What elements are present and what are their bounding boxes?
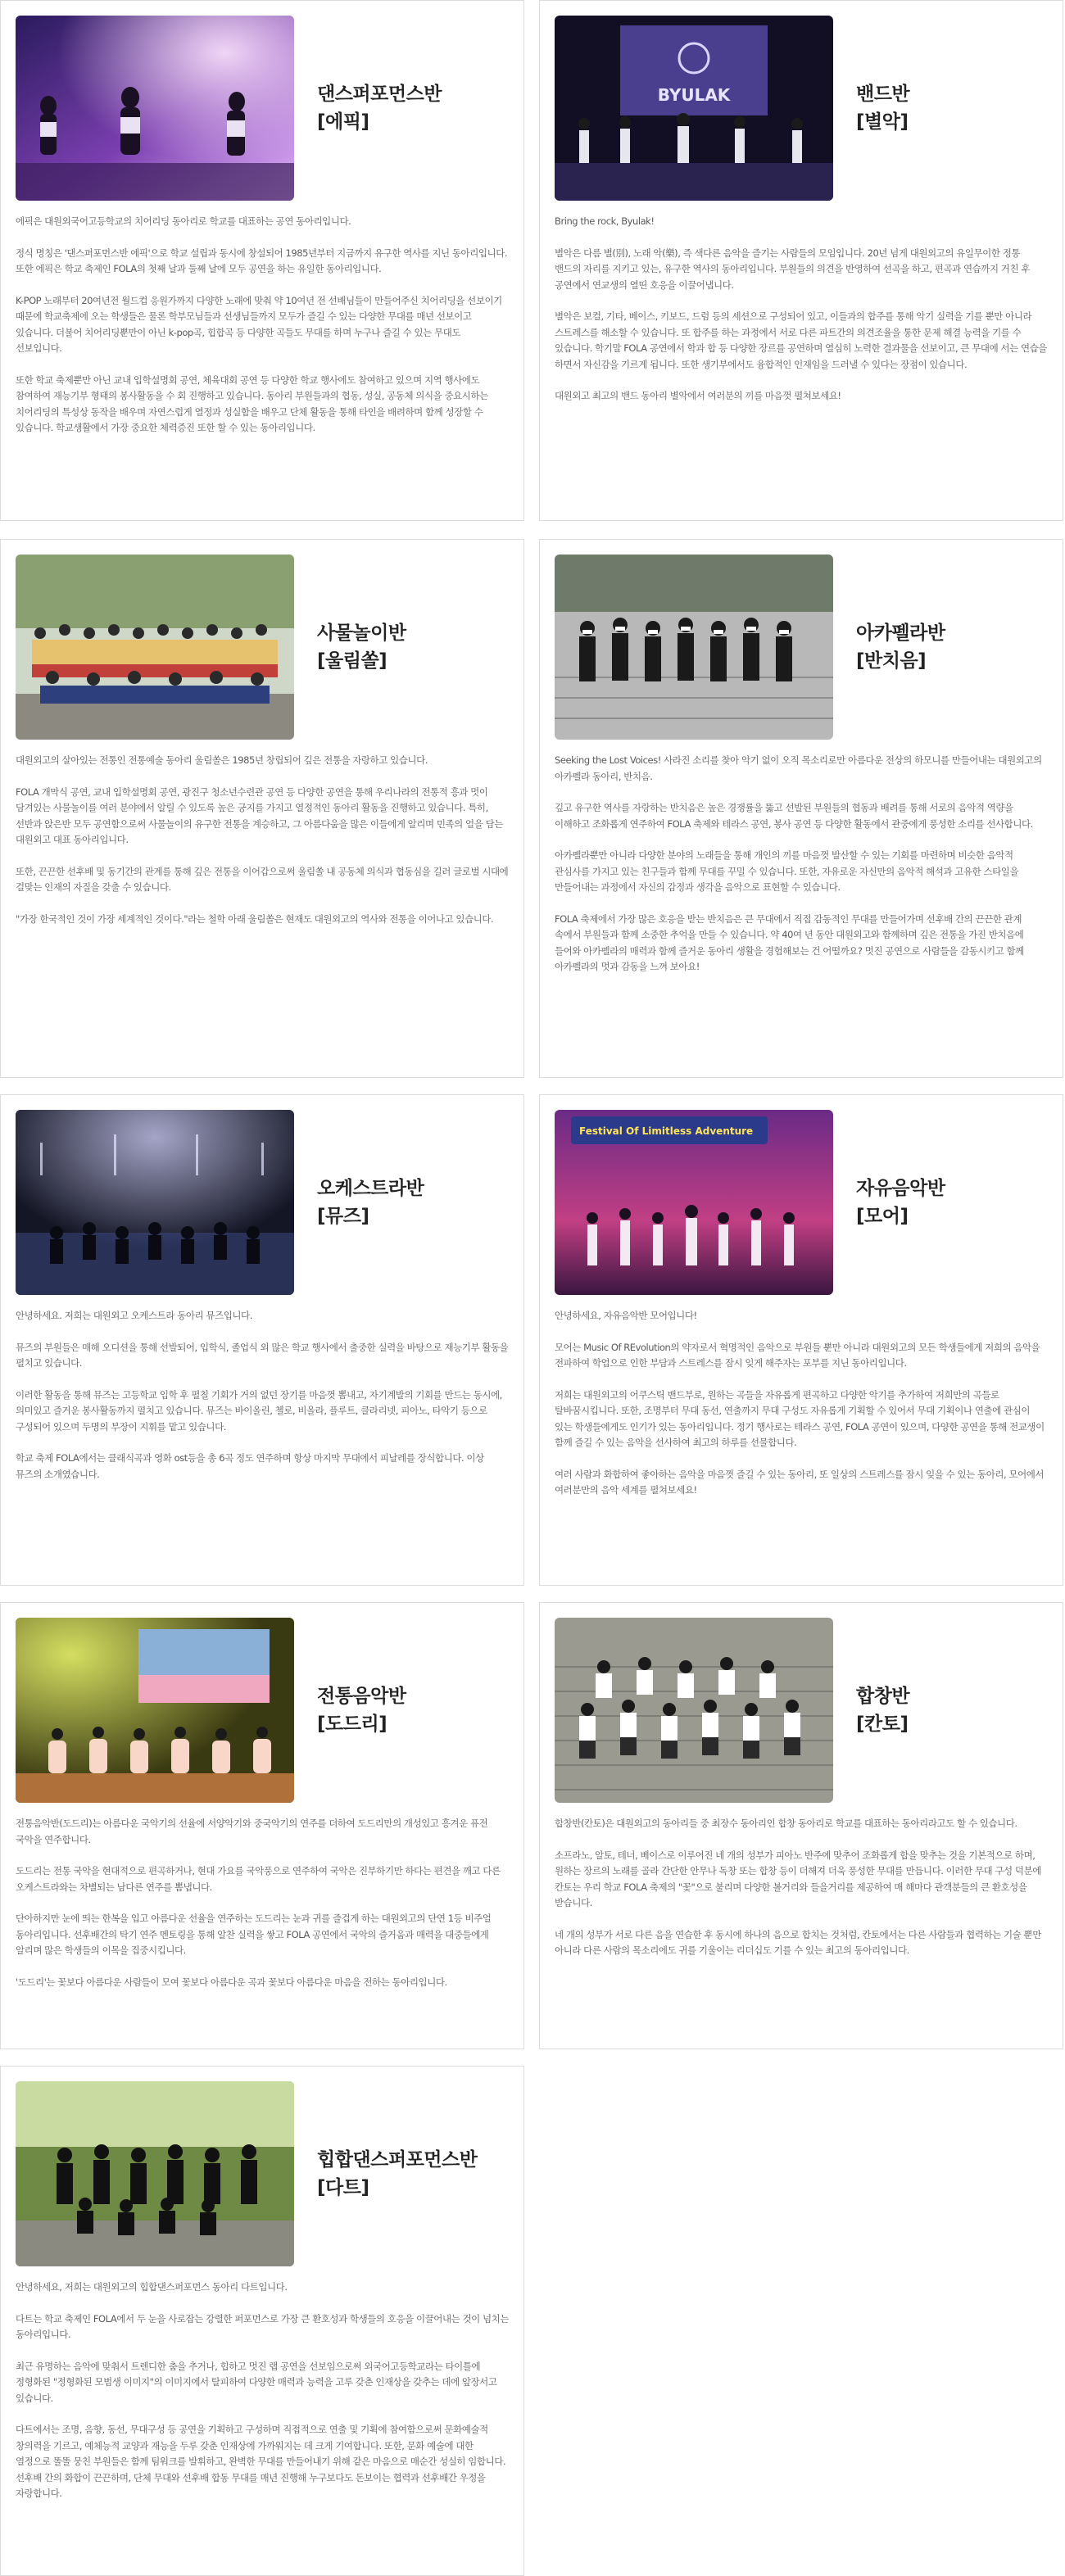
description-paragraph: 여러 사람과 화합하여 좋아하는 음악을 마음껏 즐길 수 있는 동아리, 또 일상의 스트레스를 잠시 잊을 수 있는 동아리, 모어에서 여러분만의 음악 세계를 펼쳐보세요! (555, 1468, 1045, 1496)
description-paragraph: 전통음악반(도드리)는 아름다운 국악기의 선율에 서양악기와 중국악기의 연주를 더하여 도드리만의 개성있고 흥겨운 퓨전 국악을 연주합니다. (16, 1818, 488, 1845)
description-paragraph: '도드리'는 꽃보다 아름다운 사람들이 모여 꽃보다 아름다운 곡과 꽃보다 아름다운 마음을 전하는 동아리입니다. (16, 1976, 447, 1988)
description-paragraph: 에픽은 대원외국어고등학교의 치어리딩 동아리로 학교를 대표하는 공연 동아리입니다. (16, 215, 351, 227)
description-paragraph: 저희는 대원외고의 어쿠스틱 밴드부로, 원하는 곡들을 자유롭게 편곡하고 다양한 악기를 추가하여 저희만의 곡들로 탈바꿈시킵니다. 또한, 조명부터 무대 동선, 연출까지 무대 구성도 자유롭게 기획할 수 있어서 무대 기획이나 연출에 관심이 있는 학생들에게도 인기가 있는 동아리입니다. 정기 행사로는 테라스 공연, FOLA 공연이 있으며, 다양한 공연을 통해 전교생이 함께 즐길 수 있는 음악을 선사하여 최고의 하루를 선물합니다. (555, 1388, 1045, 1448)
description-paragraph: FOLA 개막식 공연, 교내 입학설명회 공연, 광진구 청소년수련관 공연 등 다양한 공연을 통해 우리나라의 전통적 흥과 멋이 담겨있는 사물놀이를 여러 분야에서 알릴 수 있도록 높은 긍지를 가지고 열정적인 동아리 활동을 진행하고 있습니다. 특히, 선반과 앉은반 모두 공연함으로써 사물놀이의 유구한 전통을 계승하고, 그 아름다움을 많은 이들에게 알리며 민족의 얼을 담는 대원외고 대표 동아리입니다. (16, 785, 503, 845)
description-paragraph: 최근 유명하는 음악에 맞춰서 트렌디한 춤을 추거나, 힙하고 멋진 랩 공연을 선보임으로써 외국어고등학교라는 타이틀에 정형화된 "정형화된 모범생 이미지"의 이미지에서 탈피하여 다양한 매력과 능력을 고루 갖춘 인재상을 갖추는 데에 앞장서고 있습니다. (16, 2360, 497, 2404)
description-paragraph: K-POP 노래부터 20여년전 월드컵 응원가까지 다양한 노래에 맞춰 약 10여년 전 선배님들이 만들어주신 치어리딩을 선보이기 때문에 학교축제에 오는 학생들은 물론 학부모님들과 선생님들까지 모두가 즐길 수 있는 다양한 무대를 매년 선보이고 있습니다. 더불어 치어리딩뿐만이 아닌 k-pop곡, 힙합곡 등 다양한 곡들도 무대를 하며 누구나 즐길 수 있는 무대도 선보입니다. (16, 294, 502, 354)
club-name: 아카펠라반 (856, 622, 945, 644)
description-paragraph: 다트는 학교 축제인 FOLA에서 두 눈을 사로잡는 강렬한 퍼포먼스로 가장 큰 환호성과 학생들의 호응을 이끌어내는 것이 넘치는 동아리입니다. (16, 2312, 509, 2340)
club-description (555, 753, 1048, 976)
club-description (16, 214, 509, 437)
description-paragraph: 학교 축제 FOLA에서는 클래식곡과 영화 ost등을 총 6곡 정도 연주하며 항상 마지막 무대에서 피날레를 장식합니다. 이상 뮤즈의 소개였습니다. (16, 1452, 484, 1480)
description-paragraph: 별악은 다름 별(別), 노래 악(樂), 즉 색다른 음악을 즐기는 사람들의 모임입니다. 20년 넘게 대원외고의 유일무이한 정통 밴드의 자리를 지키고 있는, 유구한 역사의 동아리입니다. 부원들의 의견을 반영하여 선곡을 하고, 편곡과 연습까지 거친 후 공연에서 연교생의 열띤 호응을 이끌어냅니다. (555, 247, 1030, 291)
description-paragraph: 정식 명칭은 '댄스퍼포먼스반 에픽'으로 학교 설립과 동시에 창설되어 1985년부터 지금까지 유구한 역사를 지닌 동아리입니다. 또한 에픽은 학교 축제인 FOLA의 첫째 날과 둘째 날에 모두 공연을 하는 유일한 동아리입니다. (16, 247, 508, 274)
club-photo (16, 1110, 294, 1295)
club-description (16, 1308, 509, 1483)
club-card-ullimssol (0, 539, 524, 1078)
club-name: 힙합댄스퍼포먼스반 (317, 2149, 478, 2171)
description-paragraph: 단아하지만 눈에 띄는 한복을 입고 아름다운 선율을 연주하는 도드리는 눈과 귀를 즐겁게 하는 대원외고의 단연 1등 비주얼 동아리입니다. 선후배간의 탁기 연주 멘토링을 통해 알찬 실력을 쌓고 FOLA 공연에서 국악의 즐거움과 매력을 대중들에게 알리며 많은 학생들의 이목을 집중시킵니다. (16, 1913, 492, 1956)
club-description (16, 1816, 509, 1990)
description-paragraph: 깊고 유구한 역사를 자랑하는 반치음은 높은 경쟁률을 뚫고 선발된 부원들의 협동과 배려를 통해 서로의 음악적 역량을 이해하고 조화롭게 연주하여 FOLA 축제와 테라스 공연, 봉사 공연 등 다양한 활동에서 관중에게 풍성한 소리를 선사합니다. (555, 802, 1033, 830)
club-photo (555, 555, 833, 740)
club-description (555, 214, 1048, 405)
description-paragraph: 소프라노, 알토, 테너, 베이스로 이루어진 네 개의 성부가 피아노 반주에 맞추어 조화롭게 합을 맞추는 것을 기본적으로 하며, 원하는 장르의 노래를 골라 간단한 안무나 독창 또는 합창 등이 더해져 더욱 풍성한 무대를 만듭니다. 이러한 무대 구성 덕분에 칸토는 우리 학교 FOLA 축제의 "꽃"으로 불리며 다양한 볼거리와 들을거리를 제공하여 매 해마다 관객분들의 큰 환호성을 받습니다. (555, 1849, 1041, 1908)
description-paragraph: 또한, 끈끈한 선후배 및 동기간의 관계를 통해 깊은 전통을 이어갑으로써 울림쏠 내 공동체 의식과 협동심을 길러 글로벌 시대에 걸맞는 인재의 자질을 갖출 수 있습니다. (16, 865, 509, 893)
club-description (16, 753, 509, 927)
club-photo (555, 1618, 833, 1803)
club-card-dart (0, 2066, 524, 2576)
club-card-dodeuri (0, 1602, 524, 2049)
club-nickname: [다트] (317, 2177, 369, 2198)
club-nickname: [뮤즈] (317, 1206, 369, 1227)
description-paragraph: 대원외고의 살아있는 전통인 전통예술 동아리 울림쏠은 1985년 창립되어 깊은 전통을 자랑하고 있습니다. (16, 754, 428, 766)
club-nickname: [모어] (856, 1206, 909, 1227)
club-photo (16, 16, 294, 201)
description-paragraph: 모어는 Music Of REvolution의 약자로서 혁명적인 음악으로 부원들 뿐만 아니라 대원외고의 모든 학생들에게 저희의 음악을 전파하여 학업으로 인한 부담과 스트레스를 잠시 잊게 해주자는 포부를 지닌 동아리입니다. (555, 1341, 1040, 1369)
club-card-banchieum (539, 539, 1063, 1078)
description-paragraph: 대원외고 최고의 밴드 동아리 별악에서 여러분의 끼를 마음껏 펼쳐보세요! (555, 390, 841, 401)
club-photo (555, 1110, 833, 1295)
description-paragraph: 네 개의 성부가 서로 다른 음을 연습한 후 동시에 하나의 음으로 합치는 것처럼, 칸토에서는 다른 사람들과 협력하는 기술 뿐만 아니라 다른 사람의 목소리에도 귀를 기울이는 리더십도 기를 수 있는 최고의 동아리입니다. (555, 1928, 1041, 1956)
club-nickname: [반치음] (856, 650, 927, 672)
club-name: 오케스트라반 (317, 1178, 424, 1199)
club-card-muse (0, 1094, 524, 1586)
club-photo (555, 16, 833, 201)
club-name: 자유음악반 (856, 1178, 945, 1199)
description-paragraph: 안녕하세요, 자유음악반 모어입니다! (555, 1310, 697, 1321)
club-description (16, 2279, 509, 2502)
club-card-canto (539, 1602, 1063, 2049)
club-nickname: [도드리] (317, 1714, 387, 1735)
club-name: 밴드반 (856, 84, 910, 105)
club-nickname: [울림쏠] (317, 650, 387, 672)
club-nickname: [에픽] (317, 111, 369, 133)
club-name: 사물놀이반 (317, 622, 406, 644)
description-paragraph: 아카펠라뿐만 아니라 다양한 분야의 노래들을 통해 개인의 끼를 마음껏 발산할 수 있는 기회를 마련하며 비슷한 음악적 관심사를 가지고 있는 친구들과 함께 무대를 꾸밀 수 있습니다. 또한, 자유로운 자신만의 음악적 해석과 고유한 스타일을 만들어내는 과정에서 자신의 감정과 생각을 음악으로 표현할 수 있습니다. (555, 849, 1019, 893)
club-description (555, 1816, 1048, 1959)
club-name: 합창반 (856, 1686, 910, 1707)
description-paragraph: FOLA 축제에서 가장 많은 호응을 받는 반치음은 큰 무대에서 직접 감동적인 무대를 만들어가며 선후배 간의 끈끈한 관계 속에서 부원들과 함께 소중한 추억을 만들 수 있습니다. 약 40여 년 동안 대원외고와 함께하며 깊은 전통을 가진 반치음에 들어와 아카펠라의 매력과 함께 즐거운 동아리 생활을 경험해보는 건 어떨까요? 멋진 공연으로 사람들을 감동시키고 함께 아카펠라의 멋과 감동을 느껴 보아요! (555, 912, 1024, 972)
club-card-epic (0, 0, 524, 521)
club-card-more (539, 1094, 1063, 1586)
stage-banner-text: BYULAK (657, 85, 731, 105)
description-paragraph: 도드리는 전통 국악을 현대적으로 편곡하거나, 현대 가요를 국악풍으로 연주하여 국악은 진부하기만 하다는 편견을 깨고 다른 오케스트라와는 차별되는 남다른 연주를 뽐냅니다. (16, 1865, 501, 1893)
stage-banner-text: Festival Of Limitless Adventure (579, 1125, 754, 1137)
description-paragraph: Seeking the Lost Voices! 사라진 소리를 찾아 악기 없이 오직 목소리로만 아름다운 전상의 하모니를 만들어내는 대원외고의 아카펠라 동아리, 반치음. (555, 754, 1042, 782)
club-photo (16, 555, 294, 740)
description-paragraph: 또한 학교 축제뿐만 아닌 교내 입학설명회 공연, 체육대회 공연 등 다양한 학교 행사에도 참여하고 있으며 지역 행사에도 참여하여 재능기부 형태의 봉사활동을 수 회 진행하고 있습니다. 동아리 부원들과의 협동, 성실, 공동체 의식을 중요시하는 치어리딩의 특성상 동작을 배우며 자연스럽게 열정과 성실함을 배우고 단체 활동을 통해 타인을 배려하며 함께 성장할 수 있습니다. 학교생활에서 가장 중요한 체력증진 또한 할 수 있는 동아리입니다. (16, 373, 488, 433)
club-description (555, 1308, 1048, 1499)
club-nickname: [칸토] (856, 1714, 909, 1735)
club-photo (16, 2081, 294, 2266)
club-nickname: [별악] (856, 111, 909, 133)
club-name: 전통음악반 (317, 1686, 406, 1707)
description-paragraph: Bring the rock, Byulak! (555, 215, 655, 227)
description-paragraph: 안녕하세요. 저희는 대원외고 오케스트라 동아리 뮤즈입니다. (16, 1310, 252, 1321)
club-photo (16, 1618, 294, 1803)
club-name: 댄스퍼포먼스반 (317, 84, 442, 105)
description-paragraph: 합창반(칸토)은 대원외고의 동아리들 중 최장수 동아리인 합창 동아리로 학교를 대표하는 동아리라고도 할 수 있습니다. (555, 1818, 1017, 1829)
description-paragraph: 다트에서는 조명, 음향, 동선, 무대구성 등 공연을 기획하고 구성하며 직접적으로 연출 및 기획에 참여함으로써 문화예술적 창의력을 기르고, 예체능적 교양과 재능을 두루 갖춘 인재상에 가까워지는 데 크게 기여합니다. 또한, 문화 예술에 대한 열정으로 똘똘 뭉친 부원들은 함께 팀워크를 발휘하고, 완벽한 무대를 만들어내기 위해 같은 마음으로 매순간 성실히 임합니다. 선후배 간의 화합이 끈끈하며, 단체 무대와 선후배 합동 무대를 매년 진행해 누구보다도 돈보이는 협력과 선후배간 우정을 자랑합니다. (16, 2424, 506, 2499)
description-paragraph: 이러한 활동을 통해 뮤즈는 고등학교 입학 후 펼칠 기회가 거의 없던 장기를 마음껏 뽐내고, 자기계발의 기회를 만드는 동시에, 의미있고 즐거운 봉사활동까지 펼치고 있습니다. 뮤즈는 바이올린, 첼로, 비올라, 플루트, 클라리넷, 피아노, 타악기 등으로 구성되어 있으며 두명의 부장이 지휘를 맡고 있습니다. (16, 1388, 502, 1433)
description-paragraph: 뮤즈의 부원들은 매해 오디션을 통해 선발되어, 입학식, 졸업식 외 많은 학교 행사에서 출중한 실력을 바탕으로 재능기부 활동을 펼치고 있습니다. (16, 1341, 509, 1369)
club-card-byulak (539, 0, 1063, 521)
description-paragraph: 안녕하세요, 저희는 대원외고의 힙합댄스퍼포먼스 동아리 다트입니다. (16, 2281, 288, 2293)
description-paragraph: "가장 한국적인 것이 가장 세계적인 것이다."라는 철학 아래 울림쏠은 현재도 대원외고의 역사와 전통을 이어나고 있습니다. (16, 912, 494, 925)
description-paragraph: 별악은 보컬, 기타, 베이스, 키보드, 드럼 등의 세션으로 구성되어 있고, 이들과의 합주를 통해 악기 실력을 기를 뿐만 아니라 스트레스를 해소할 수 있습니다. 또 합주를 하는 과정에서 서로 다른 파트간의 의견조율을 통한 문제 해결 능력을 기를 수 있습니다. 학기말 FOLA 공연에서 학과 합 등 다양한 장르를 공연하며 열심히 노력한 결과물을 선보이고, 큰 무대에 서는 연습을 하면서 자신감을 기르게 됩니다. 또한 생기부에서도 융합적인 인재임을 드러낼 수 있다는 장점이 있습니다. (555, 310, 1047, 370)
